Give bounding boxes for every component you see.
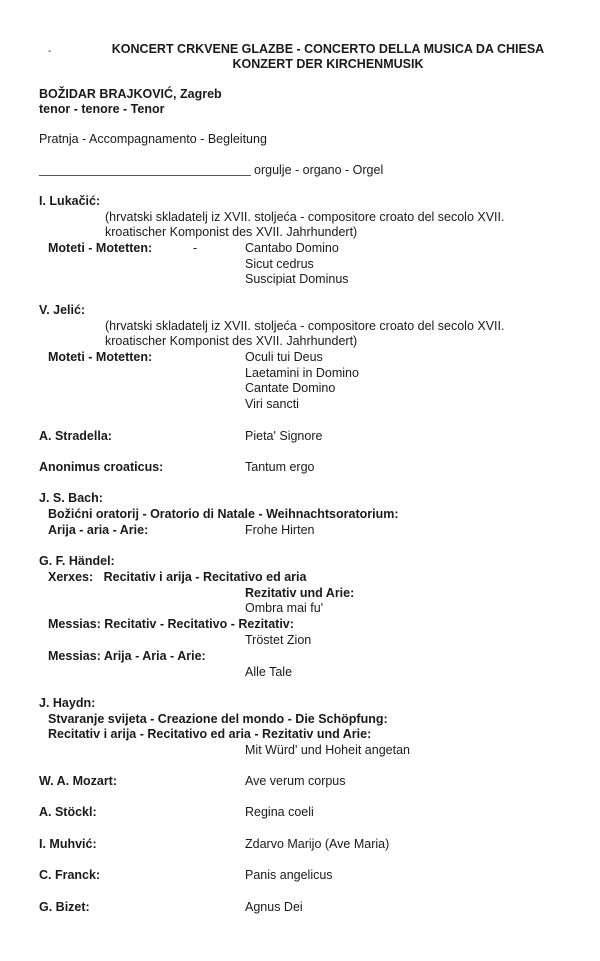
composer-mozart: W. A. Mozart: (39, 774, 118, 788)
composer-anonimus: Anonimus croaticus: (39, 460, 164, 474)
work-title: Frohe Hirten (245, 523, 315, 537)
work-group: Božićni oratorij - Oratorio di Natale - Weihnachtsoratorium: (48, 507, 399, 521)
work-title: Zdarvo Marijo (Ave Maria) (245, 837, 390, 851)
composer-franck: C. Franck: (39, 868, 101, 882)
work-title: Oculi tui Deus (245, 350, 323, 364)
work-group: Messias: Recitativ - Recitativo - Rezitativ: (48, 617, 294, 631)
dash-mark: - (193, 241, 198, 255)
work-form: Moteti - Motetten: (48, 350, 153, 364)
work-title: Alle Tale (245, 665, 293, 679)
work-group: Xerxes: Recitativ i arija - Recitativo ed aria (48, 570, 307, 584)
work-title: Pieta' Signore (245, 429, 323, 443)
composer-muhvic: I. Muhvić: (39, 837, 97, 851)
concert-title-line1: KONCERT CRKVENE GLAZBE - CONCERTO DELLA MUSICA DA CHIESA (111, 42, 545, 56)
concert-title-line2: KONZERT DER KIRCHENMUSIK (232, 57, 424, 71)
work-title: Ombra mai fu' (245, 601, 324, 615)
composer-description: kroatischer Komponist des XVII. Jahrhundert) (105, 225, 358, 239)
work-title: Tantum ergo (245, 460, 315, 474)
work-title: Laetamini in Domino (245, 366, 359, 380)
performer-name: BOŽIDAR BRAJKOVIĆ, Zagreb (39, 87, 222, 101)
composer-stockl: A. Stöckl: (39, 805, 97, 819)
composer-jelic: V. Jelić: (39, 303, 86, 317)
work-title: Regina coeli (245, 805, 314, 819)
composer-lukacic: I. Lukačić: (39, 194, 101, 208)
work-title: Cantate Domino (245, 381, 336, 395)
work-title: Sicut cedrus (245, 257, 314, 271)
composer-bach: J. S. Bach: (39, 491, 103, 505)
composer-bizet: G. Bizet: (39, 900, 90, 914)
work-form: Moteti - Motetten: (48, 241, 153, 255)
composer-haydn: J. Haydn: (39, 696, 96, 710)
work-title: Tröstet Zion (245, 633, 312, 647)
work-title: Suscipiat Dominus (245, 272, 349, 286)
work-group: Messias: Arija - Aria - Arie: (48, 649, 206, 663)
work-title: Cantabo Domino (245, 241, 339, 255)
work-title: Ave verum corpus (245, 774, 346, 788)
work-form: Arija - aria - Arie: (48, 523, 149, 537)
work-form: Recitativ i arija - Recitativo ed aria - Rezitativ und Arie: (48, 727, 372, 741)
composer-stradella: A. Stradella: (39, 429, 112, 443)
work-form: Rezitativ und Arie: (245, 586, 355, 600)
composer-description: (hrvatski skladatelj iz XVII. stoljeća - compositore croato del secolo XVII. (105, 210, 505, 224)
accompaniment-instrument: orgulje - organo - Orgel (254, 163, 384, 177)
accompaniment-label: Pratnja - Accompagnamento - Begleitung (39, 132, 267, 146)
work-title: Panis angelicus (245, 868, 333, 882)
work-title: Agnus Dei (245, 900, 303, 914)
work-title: Viri sancti (245, 397, 299, 411)
stray-mark: - (48, 46, 52, 57)
work-group: Stvaranje svijeta - Creazione del mondo - Die Schöpfung: (48, 712, 388, 726)
work-title: Mit Würd' und Hoheit angetan (245, 743, 410, 757)
performer-voice: tenor - tenore - Tenor (39, 102, 165, 116)
composer-handel: G. F. Händel: (39, 554, 115, 568)
blank-name-line (39, 175, 251, 176)
composer-description: (hrvatski skladatelj iz XVII. stoljeća - compositore croato del secolo XVII. (105, 319, 505, 333)
composer-description: kroatischer Komponist des XVII. Jahrhundert) (105, 334, 358, 348)
